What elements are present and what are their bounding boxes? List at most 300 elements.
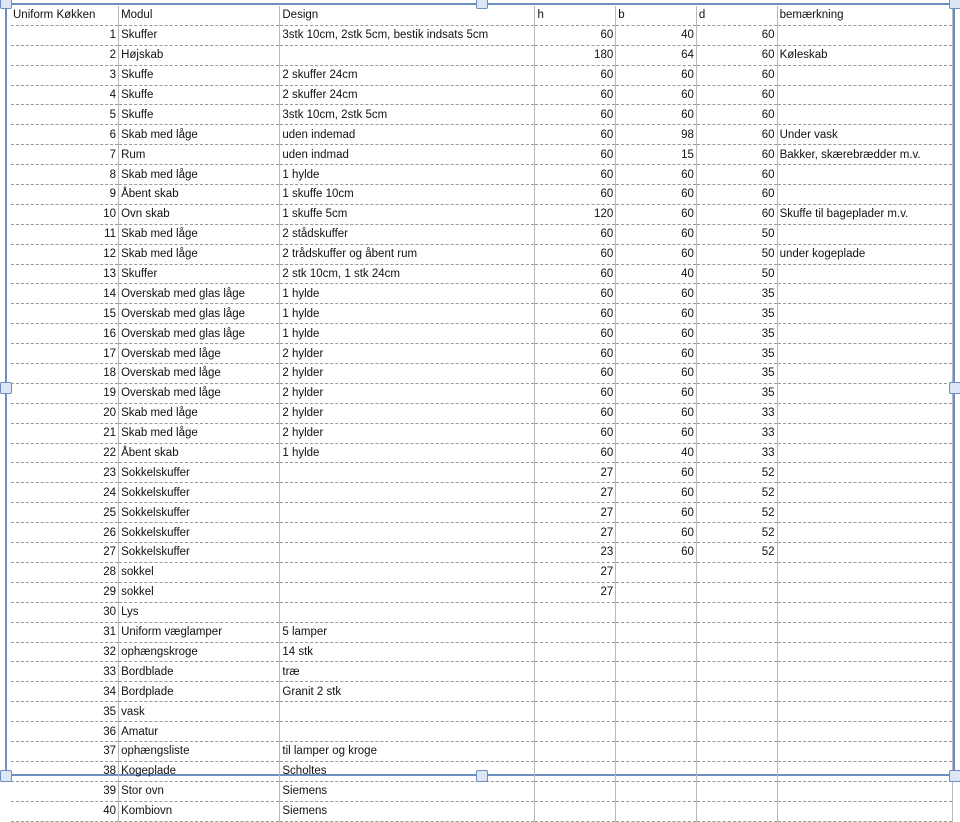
cell-design: til lamper og kroge (280, 741, 535, 761)
cell-bemaerkning (777, 324, 952, 344)
cell-h: 60 (535, 165, 616, 185)
table-row (11, 602, 953, 622)
cell-b: 60 (616, 284, 697, 304)
cell-h (535, 761, 616, 781)
cell-b: 40 (616, 264, 697, 284)
table-row (11, 324, 953, 344)
cell-d: 60 (696, 85, 777, 105)
table-row (11, 383, 953, 403)
cell-design (280, 702, 535, 722)
cell-row-number: 25 (11, 503, 119, 523)
cell-design: uden indmad (280, 145, 535, 165)
cell-h: 60 (535, 383, 616, 403)
cell-bemaerkning (777, 443, 952, 463)
table-row (11, 483, 953, 503)
cell-h: 60 (535, 125, 616, 145)
cell-design: 1 skuffe 5cm (280, 204, 535, 224)
cell-row-number: 2 (11, 45, 119, 65)
cell-d: 50 (696, 224, 777, 244)
cell-h: 60 (535, 423, 616, 443)
cell-row-number: 39 (11, 781, 119, 801)
cell-bemaerkning (777, 403, 952, 423)
cell-bemaerkning (777, 85, 952, 105)
cell-b: 60 (616, 204, 697, 224)
cell-row-number: 31 (11, 622, 119, 642)
cell-b: 60 (616, 503, 697, 523)
cell-row-number: 20 (11, 403, 119, 423)
cell-b (616, 761, 697, 781)
table-row (11, 702, 953, 722)
cell-d: 33 (696, 403, 777, 423)
cell-d: 50 (696, 264, 777, 284)
cell-design (280, 602, 535, 622)
cell-d: 60 (696, 65, 777, 85)
cell-h (535, 682, 616, 702)
cell-design: uden indemad (280, 125, 535, 145)
cell-modul: Åbent skab (119, 443, 280, 463)
cell-bemaerkning (777, 503, 952, 523)
cell-d: 52 (696, 543, 777, 563)
cell-row-number: 10 (11, 204, 119, 224)
cell-d: 60 (696, 145, 777, 165)
cell-bemaerkning (777, 383, 952, 403)
resize-handle-top-middle[interactable] (476, 0, 488, 9)
table-row (11, 443, 953, 463)
cell-bemaerkning (777, 543, 952, 563)
cell-design: 1 skuffe 10cm (280, 185, 535, 205)
cell-modul: Lys (119, 602, 280, 622)
cell-row-number: 21 (11, 423, 119, 443)
cell-h: 60 (535, 284, 616, 304)
cell-h: 60 (535, 304, 616, 324)
cell-d: 35 (696, 383, 777, 403)
cell-b: 60 (616, 383, 697, 403)
cell-modul: Sokkelskuffer (119, 503, 280, 523)
cell-design (280, 503, 535, 523)
cell-d: 35 (696, 324, 777, 344)
cell-d (696, 602, 777, 622)
cell-modul: sokkel (119, 562, 280, 582)
cell-h: 60 (535, 105, 616, 125)
cell-d: 60 (696, 25, 777, 45)
cell-h: 60 (535, 65, 616, 85)
cell-b (616, 582, 697, 602)
cell-modul: Skuffe (119, 65, 280, 85)
cell-bemaerkning (777, 702, 952, 722)
cell-b: 60 (616, 483, 697, 503)
cell-modul: Skab med låge (119, 403, 280, 423)
cell-row-number: 34 (11, 682, 119, 702)
cell-b (616, 562, 697, 582)
header-cell-h: h (535, 6, 616, 25)
cell-design (280, 523, 535, 543)
resize-handle-middle-right[interactable] (949, 382, 960, 394)
cell-design: 2 trådskuffer og åbent rum (280, 244, 535, 264)
cell-d: 35 (696, 304, 777, 324)
cell-bemaerkning (777, 185, 952, 205)
cell-h: 60 (535, 25, 616, 45)
cell-modul: Skuffe (119, 85, 280, 105)
cell-design (280, 45, 535, 65)
table-row (11, 463, 953, 483)
header-cell-bemaerkning: bemærkning (777, 6, 952, 25)
cell-b (616, 682, 697, 702)
table-row (11, 741, 953, 761)
table-row (11, 25, 953, 45)
cell-row-number: 13 (11, 264, 119, 284)
cell-design: Granit 2 stk (280, 682, 535, 702)
cell-modul: Amatur (119, 722, 280, 742)
table-row (11, 224, 953, 244)
cell-bemaerkning: Under vask (777, 125, 952, 145)
cell-d (696, 642, 777, 662)
cell-b (616, 801, 697, 821)
cell-modul: Overskab med glas låge (119, 324, 280, 344)
cell-design: Scholtes (280, 761, 535, 781)
table-row (11, 562, 953, 582)
cell-h: 60 (535, 244, 616, 264)
cell-modul: Skab med låge (119, 165, 280, 185)
cell-modul: Skab med låge (119, 125, 280, 145)
cell-modul: Rum (119, 145, 280, 165)
cell-h: 27 (535, 582, 616, 602)
cell-design (280, 562, 535, 582)
cell-modul: Åbent skab (119, 185, 280, 205)
cell-d: 60 (696, 125, 777, 145)
header-cell-d: d (696, 6, 777, 25)
cell-bemaerkning (777, 224, 952, 244)
cell-d (696, 622, 777, 642)
cell-row-number: 38 (11, 761, 119, 781)
cell-h: 27 (535, 463, 616, 483)
cell-h: 60 (535, 85, 616, 105)
cell-b: 64 (616, 45, 697, 65)
cell-row-number: 15 (11, 304, 119, 324)
cell-bemaerkning (777, 682, 952, 702)
cell-d: 60 (696, 45, 777, 65)
cell-row-number: 18 (11, 364, 119, 384)
cell-d: 52 (696, 463, 777, 483)
cell-h: 60 (535, 403, 616, 423)
cell-b: 60 (616, 65, 697, 85)
cell-design: 2 hylder (280, 423, 535, 443)
cell-modul: Skuffer (119, 25, 280, 45)
cell-row-number: 29 (11, 582, 119, 602)
cell-b: 40 (616, 25, 697, 45)
cell-modul: Bordplade (119, 682, 280, 702)
resize-handle-top-right[interactable] (949, 0, 960, 9)
cell-row-number: 12 (11, 244, 119, 264)
cell-modul: Højskab (119, 45, 280, 65)
cell-row-number: 5 (11, 105, 119, 125)
cell-d (696, 582, 777, 602)
cell-b: 60 (616, 463, 697, 483)
cell-h: 60 (535, 264, 616, 284)
cell-b: 60 (616, 543, 697, 563)
cell-design: Siemens (280, 801, 535, 821)
cell-modul: Skab med låge (119, 244, 280, 264)
cell-row-number: 8 (11, 165, 119, 185)
cell-modul: Kogeplade (119, 761, 280, 781)
cell-h (535, 602, 616, 622)
cell-d: 60 (696, 204, 777, 224)
cell-design (280, 483, 535, 503)
cell-d: 60 (696, 165, 777, 185)
cell-h: 120 (535, 204, 616, 224)
cell-modul: Ovn skab (119, 204, 280, 224)
cell-d (696, 741, 777, 761)
table-row (11, 125, 953, 145)
table-row (11, 722, 953, 742)
cell-bemaerkning (777, 344, 952, 364)
table-row (11, 662, 953, 682)
kitchen-modules-table (11, 6, 953, 822)
cell-b: 40 (616, 443, 697, 463)
table-row (11, 85, 953, 105)
cell-bemaerkning: Skuffe til bageplader m.v. (777, 204, 952, 224)
cell-h: 60 (535, 185, 616, 205)
cell-d: 33 (696, 443, 777, 463)
cell-b: 60 (616, 403, 697, 423)
cell-bemaerkning (777, 761, 952, 781)
cell-b (616, 702, 697, 722)
cell-modul: Bordblade (119, 662, 280, 682)
cell-row-number: 3 (11, 65, 119, 85)
embedded-table-frame[interactable] (5, 3, 955, 818)
cell-design: 1 hylde (280, 284, 535, 304)
table-row (11, 423, 953, 443)
cell-h: 27 (535, 562, 616, 582)
cell-d: 35 (696, 344, 777, 364)
cell-row-number: 17 (11, 344, 119, 364)
cell-d (696, 682, 777, 702)
resize-handle-top-left[interactable] (0, 0, 12, 9)
cell-bemaerkning (777, 65, 952, 85)
cell-d: 50 (696, 244, 777, 264)
cell-row-number: 9 (11, 185, 119, 205)
cell-modul: ophængsliste (119, 741, 280, 761)
cell-modul: Skuffe (119, 105, 280, 125)
cell-bemaerkning (777, 602, 952, 622)
cell-bemaerkning (777, 423, 952, 443)
cell-b: 60 (616, 304, 697, 324)
cell-modul: sokkel (119, 582, 280, 602)
cell-modul: Sokkelskuffer (119, 523, 280, 543)
table-row (11, 682, 953, 702)
table-row (11, 523, 953, 543)
table-row (11, 543, 953, 563)
cell-bemaerkning (777, 662, 952, 682)
cell-b: 60 (616, 105, 697, 125)
resize-handle-bottom-middle[interactable] (476, 770, 488, 782)
cell-h: 23 (535, 543, 616, 563)
cell-b (616, 741, 697, 761)
cell-bemaerkning (777, 582, 952, 602)
cell-h: 60 (535, 344, 616, 364)
cell-design: 2 stk 10cm, 1 stk 24cm (280, 264, 535, 284)
resize-handle-middle-left[interactable] (0, 382, 12, 394)
cell-bemaerkning (777, 165, 952, 185)
cell-row-number: 27 (11, 543, 119, 563)
table-row (11, 165, 953, 185)
table-row (11, 582, 953, 602)
table-row (11, 204, 953, 224)
cell-bemaerkning (777, 364, 952, 384)
cell-modul: Skuffer (119, 264, 280, 284)
cell-design: 2 stådskuffer (280, 224, 535, 244)
cell-h: 180 (535, 45, 616, 65)
cell-bemaerkning (777, 642, 952, 662)
cell-d: 35 (696, 364, 777, 384)
cell-design (280, 543, 535, 563)
cell-modul: Overskab med låge (119, 344, 280, 364)
cell-bemaerkning (777, 722, 952, 742)
cell-d (696, 662, 777, 682)
cell-d: 60 (696, 185, 777, 205)
cell-modul: Overskab med låge (119, 364, 280, 384)
cell-row-number: 30 (11, 602, 119, 622)
cell-b (616, 602, 697, 622)
cell-h: 27 (535, 483, 616, 503)
cell-h: 60 (535, 324, 616, 344)
cell-modul: vask (119, 702, 280, 722)
cell-row-number: 19 (11, 383, 119, 403)
cell-h (535, 722, 616, 742)
cell-design: 1 hylde (280, 165, 535, 185)
resize-handle-bottom-left[interactable] (0, 770, 12, 782)
cell-d (696, 702, 777, 722)
cell-row-number: 35 (11, 702, 119, 722)
cell-h: 60 (535, 443, 616, 463)
cell-design: træ (280, 662, 535, 682)
cell-design: 2 hylder (280, 344, 535, 364)
cell-h (535, 801, 616, 821)
cell-design: 2 skuffer 24cm (280, 85, 535, 105)
table-row (11, 781, 953, 801)
cell-h (535, 781, 616, 801)
cell-h (535, 702, 616, 722)
header-cell-title: Uniform Køkken (11, 6, 119, 25)
cell-modul: Sokkelskuffer (119, 483, 280, 503)
cell-d: 52 (696, 483, 777, 503)
cell-modul: Overskab med glas låge (119, 304, 280, 324)
cell-h (535, 642, 616, 662)
cell-h: 60 (535, 224, 616, 244)
cell-bemaerkning: under kogeplade (777, 244, 952, 264)
cell-d: 60 (696, 105, 777, 125)
cell-b: 98 (616, 125, 697, 145)
cell-h: 60 (535, 145, 616, 165)
cell-h (535, 662, 616, 682)
cell-bemaerkning (777, 523, 952, 543)
cell-bemaerkning (777, 801, 952, 821)
cell-b: 60 (616, 364, 697, 384)
cell-b: 60 (616, 523, 697, 543)
cell-row-number: 1 (11, 25, 119, 45)
cell-b: 60 (616, 85, 697, 105)
cell-design (280, 722, 535, 742)
table-row (11, 284, 953, 304)
table-row (11, 304, 953, 324)
cell-b: 15 (616, 145, 697, 165)
cell-d (696, 781, 777, 801)
cell-bemaerkning: Køleskab (777, 45, 952, 65)
cell-bemaerkning (777, 284, 952, 304)
cell-modul: Overskab med glas låge (119, 284, 280, 304)
cell-b (616, 781, 697, 801)
header-cell-b: b (616, 6, 697, 25)
table-row (11, 185, 953, 205)
cell-row-number: 7 (11, 145, 119, 165)
table-row (11, 622, 953, 642)
cell-d: 52 (696, 523, 777, 543)
cell-modul: Skab med låge (119, 224, 280, 244)
cell-design (280, 582, 535, 602)
cell-bemaerkning (777, 304, 952, 324)
cell-bemaerkning (777, 781, 952, 801)
cell-design: 2 hylder (280, 383, 535, 403)
cell-b: 60 (616, 185, 697, 205)
cell-d: 35 (696, 284, 777, 304)
cell-d: 52 (696, 503, 777, 523)
cell-row-number: 33 (11, 662, 119, 682)
table-row (11, 503, 953, 523)
header-cell-modul: Modul (119, 6, 280, 25)
resize-handle-bottom-right[interactable] (949, 770, 960, 782)
cell-row-number: 23 (11, 463, 119, 483)
cell-h (535, 741, 616, 761)
cell-row-number: 6 (11, 125, 119, 145)
table-row (11, 145, 953, 165)
cell-row-number: 28 (11, 562, 119, 582)
cell-row-number: 22 (11, 443, 119, 463)
table-row (11, 105, 953, 125)
table-row (11, 244, 953, 264)
cell-row-number: 26 (11, 523, 119, 543)
cell-bemaerkning: Bakker, skærebrædder m.v. (777, 145, 952, 165)
cell-row-number: 36 (11, 722, 119, 742)
cell-bemaerkning (777, 622, 952, 642)
cell-modul: Skab med låge (119, 423, 280, 443)
cell-modul: Uniform væglamper (119, 622, 280, 642)
cell-design: Siemens (280, 781, 535, 801)
cell-design: 1 hylde (280, 443, 535, 463)
cell-bemaerkning (777, 264, 952, 284)
cell-row-number: 24 (11, 483, 119, 503)
cell-d (696, 722, 777, 742)
cell-h: 27 (535, 523, 616, 543)
cell-h: 60 (535, 364, 616, 384)
cell-row-number: 11 (11, 224, 119, 244)
table-row (11, 364, 953, 384)
cell-design: 14 stk (280, 642, 535, 662)
cell-row-number: 16 (11, 324, 119, 344)
cell-bemaerkning (777, 562, 952, 582)
cell-design: 2 skuffer 24cm (280, 65, 535, 85)
cell-design: 1 hylde (280, 324, 535, 344)
cell-d: 33 (696, 423, 777, 443)
cell-design: 1 hylde (280, 304, 535, 324)
table-row (11, 642, 953, 662)
cell-b (616, 622, 697, 642)
cell-modul: Sokkelskuffer (119, 543, 280, 563)
cell-design: 5 lamper (280, 622, 535, 642)
cell-b (616, 662, 697, 682)
cell-b (616, 722, 697, 742)
cell-b: 60 (616, 344, 697, 364)
cell-design: 3stk 10cm, 2stk 5cm (280, 105, 535, 125)
cell-row-number: 40 (11, 801, 119, 821)
